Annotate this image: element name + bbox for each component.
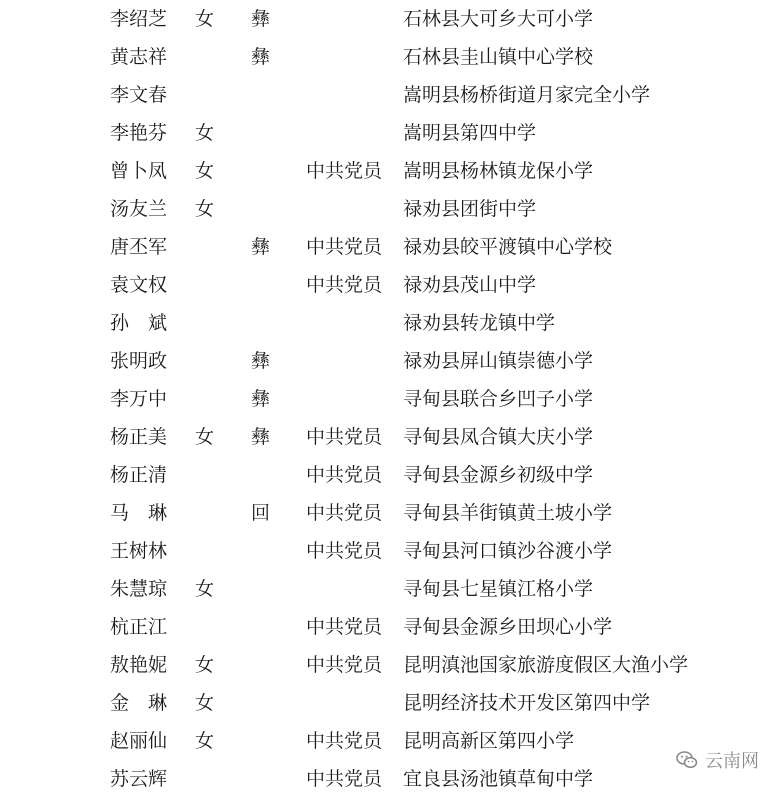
- school-cell: 禄劝县团街中学: [403, 198, 537, 220]
- table-row: [0, 760, 784, 798]
- table-row: [0, 418, 784, 456]
- school-cell: 昆明经济技术开发区第四中学: [403, 692, 651, 714]
- ethnicity-cell: 彝: [251, 236, 271, 258]
- table-row: [0, 570, 784, 608]
- name-cell: 汤友兰: [110, 198, 168, 220]
- ethnicity-cell: 彝: [251, 350, 271, 372]
- school-cell: 寻甸县联合乡凹子小学: [403, 388, 594, 410]
- name-cell: 王树林: [110, 540, 168, 562]
- gender-cell: 女: [195, 198, 215, 220]
- wechat-icon: [675, 748, 699, 772]
- table-row: [0, 684, 784, 722]
- table-row: [0, 228, 784, 266]
- name-cell: 苏云辉: [110, 768, 168, 790]
- table-row: [0, 532, 784, 570]
- ethnicity-cell: 回: [251, 502, 271, 524]
- party-cell: 中共党员: [306, 730, 383, 752]
- ethnicity-cell: 彝: [251, 46, 271, 68]
- name-cell: 马 琳: [110, 502, 168, 524]
- gender-cell: 女: [195, 426, 215, 448]
- party-cell: 中共党员: [306, 160, 383, 182]
- gender-cell: 女: [195, 160, 215, 182]
- table-row: [0, 456, 784, 494]
- school-cell: 禄劝县茂山中学: [403, 274, 537, 296]
- name-cell: 曾卜凤: [110, 160, 168, 182]
- ethnicity-cell: 彝: [251, 426, 271, 448]
- table-row: [0, 76, 784, 114]
- table-row: [0, 494, 784, 532]
- school-cell: 寻甸县河口镇沙谷渡小学: [403, 540, 613, 562]
- party-cell: 中共党员: [306, 616, 383, 638]
- party-cell: 中共党员: [306, 274, 383, 296]
- gender-cell: 女: [195, 730, 215, 752]
- name-cell: 杨正清: [110, 464, 168, 486]
- school-cell: 昆明滇池国家旅游度假区大渔小学: [403, 654, 689, 676]
- school-cell: 禄劝县转龙镇中学: [403, 312, 556, 334]
- name-cell: 朱慧琼: [110, 578, 168, 600]
- school-cell: 寻甸县金源乡初级中学: [403, 464, 594, 486]
- name-cell: 金 琳: [110, 692, 168, 714]
- gender-cell: 女: [195, 8, 215, 30]
- party-cell: 中共党员: [306, 236, 383, 258]
- name-cell: 杨正美: [110, 426, 168, 448]
- table-row: [0, 152, 784, 190]
- school-cell: 寻甸县七星镇江格小学: [403, 578, 594, 600]
- name-cell: 袁文权: [110, 274, 168, 296]
- watermark-text: 云南网: [705, 751, 759, 772]
- ethnicity-cell: 彝: [251, 8, 271, 30]
- school-cell: 禄劝县皎平渡镇中心学校: [403, 236, 613, 258]
- table-row: [0, 380, 784, 418]
- table-row: [0, 646, 784, 684]
- name-cell: 孙 斌: [110, 312, 168, 334]
- school-cell: 昆明高新区第四小学: [403, 730, 575, 752]
- name-cell: 李绍芝: [110, 8, 168, 30]
- name-cell: 赵丽仙: [110, 730, 168, 752]
- party-cell: 中共党员: [306, 502, 383, 524]
- school-cell: 石林县圭山镇中心学校: [403, 46, 594, 68]
- name-cell: 李万中: [110, 388, 168, 410]
- school-cell: 石林县大可乡大可小学: [403, 8, 594, 30]
- source-watermark: [675, 745, 759, 775]
- table-row: [0, 304, 784, 342]
- table-row: [0, 190, 784, 228]
- school-cell: 寻甸县凤合镇大庆小学: [403, 426, 594, 448]
- name-cell: 杭正江: [110, 616, 168, 638]
- table-row: [0, 342, 784, 380]
- party-cell: 中共党员: [306, 464, 383, 486]
- table-row: [0, 38, 784, 76]
- gender-cell: 女: [195, 122, 215, 144]
- gender-cell: 女: [195, 654, 215, 676]
- school-cell: 嵩明县杨桥街道月家完全小学: [403, 84, 651, 106]
- school-cell: 寻甸县羊街镇黄土坡小学: [403, 502, 613, 524]
- party-cell: 中共党员: [306, 540, 383, 562]
- party-cell: 中共党员: [306, 768, 383, 790]
- gender-cell: 女: [195, 578, 215, 600]
- school-cell: 嵩明县第四中学: [403, 122, 537, 144]
- name-cell: 李文春: [110, 84, 168, 106]
- party-cell: 中共党员: [306, 654, 383, 676]
- table-row: [0, 608, 784, 646]
- table-row: [0, 722, 784, 760]
- name-cell: 敖艳妮: [110, 654, 168, 676]
- table-row: [0, 0, 784, 38]
- table-row: [0, 266, 784, 304]
- name-cell: 张明政: [110, 350, 168, 372]
- school-cell: 宜良县汤池镇草甸中学: [403, 768, 594, 790]
- name-cell: 唐丕军: [110, 236, 168, 258]
- ethnicity-cell: 彝: [251, 388, 271, 410]
- school-cell: 嵩明县杨林镇龙保小学: [403, 160, 594, 182]
- name-cell: 黄志祥: [110, 46, 168, 68]
- school-cell: 禄劝县屏山镇崇德小学: [403, 350, 594, 372]
- gender-cell: 女: [195, 692, 215, 714]
- party-cell: 中共党员: [306, 426, 383, 448]
- school-cell: 寻甸县金源乡田坝心小学: [403, 616, 613, 638]
- name-cell: 李艳芬: [110, 122, 168, 144]
- table-row: [0, 114, 784, 152]
